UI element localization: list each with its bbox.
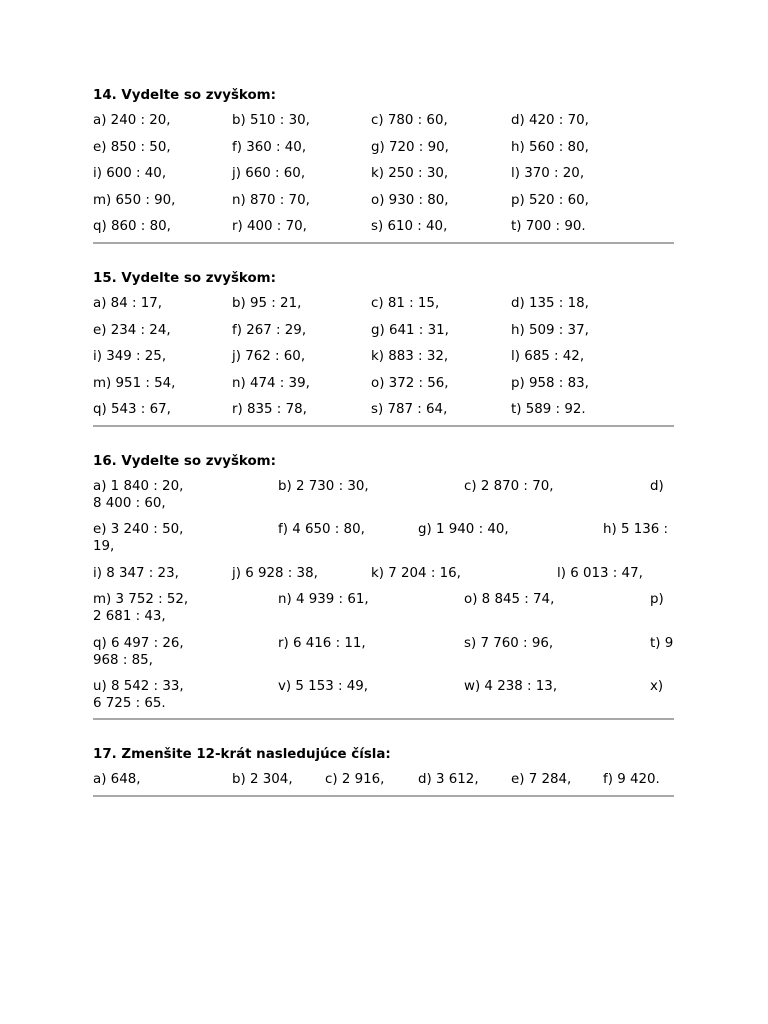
task-item: a) 240 : 20, <box>93 113 171 128</box>
task-item: k) 7 204 : 16, <box>371 565 461 581</box>
task-item: u) 8 542 : 33, <box>93 679 184 695</box>
exercise-row <box>93 192 674 209</box>
task-item: w) 4 238 : 13, <box>464 679 558 695</box>
exercise-15 <box>93 269 674 427</box>
task-item: p) 958 : 83, <box>511 375 589 391</box>
task-item-continuation: 968 : 85, <box>93 652 153 668</box>
task-item: x) <box>650 679 664 695</box>
task-item: t) 700 : 90. <box>511 219 586 235</box>
task-item: t) 9 <box>650 635 674 651</box>
exercise-row <box>93 165 674 182</box>
task-item: g) 641 : 31, <box>371 322 449 338</box>
task-item: n) 870 : 70, <box>232 192 310 208</box>
task-item: j) 660 : 60, <box>232 166 306 182</box>
exercise-14 <box>93 86 674 244</box>
task-item: s) 610 : 40, <box>371 219 448 235</box>
task-item: j) 762 : 60, <box>232 349 306 365</box>
task-item: q) 6 497 : 26, <box>93 635 184 651</box>
exercise-row <box>93 375 674 392</box>
task-item: i) 349 : 25, <box>93 349 167 365</box>
task-item: g) 1 940 : 40, <box>418 522 509 538</box>
task-item: m) 650 : 90, <box>93 192 176 208</box>
task-item: l) 370 : 20, <box>511 166 585 182</box>
task-item: m) 3 752 : 52, <box>93 592 189 608</box>
section-divider <box>93 795 674 797</box>
task-item: e) 3 240 : 50, <box>93 522 184 538</box>
exercise-15-title: 15. Vydelte so zvyškom: <box>93 270 276 286</box>
task-item: j) 6 928 : 38, <box>232 565 318 581</box>
task-item: a) 84 : 17, <box>93 295 163 311</box>
task-item: d) 420 : 70, <box>511 113 589 128</box>
exercise-16 <box>93 452 674 721</box>
task-item: c) 780 : 60, <box>371 113 448 128</box>
exercise-14-title: 14. Vydelte so zvyškom: <box>93 88 276 103</box>
task-item: b) 510 : 30, <box>232 113 310 128</box>
task-item: e) 234 : 24, <box>93 322 171 338</box>
task-item: c) 81 : 15, <box>371 295 440 311</box>
task-item: k) 883 : 32, <box>371 349 449 365</box>
task-item: q) 860 : 80, <box>93 219 171 235</box>
task-item: h) 509 : 37, <box>511 322 589 338</box>
exercise-row <box>93 112 674 129</box>
task-item: s) 7 760 : 96, <box>464 635 554 651</box>
task-item: v) 5 153 : 49, <box>278 679 369 695</box>
exercise-row <box>93 678 674 712</box>
task-item: b) 2 730 : 30, <box>278 478 369 494</box>
exercise-16-title: 16. Vydelte so zvyškom: <box>93 453 276 469</box>
task-item: m) 951 : 54, <box>93 375 176 391</box>
task-item: a) 1 840 : 20, <box>93 478 184 494</box>
task-item: g) 720 : 90, <box>371 139 449 155</box>
task-item: d) 3 612, <box>418 772 479 788</box>
exercise-17-title: 17. Zmenšite 12-krát nasledujúce čísla: <box>93 747 391 763</box>
task-item: d) 135 : 18, <box>511 295 589 311</box>
worksheet <box>93 86 674 797</box>
task-item: c) 2 870 : 70, <box>464 478 554 494</box>
exercise-row <box>93 139 674 156</box>
task-item-continuation: 2 681 : 43, <box>93 609 166 625</box>
task-item: i) 600 : 40, <box>93 166 167 182</box>
task-item: e) 850 : 50, <box>93 139 171 155</box>
exercise-17 <box>93 745 674 797</box>
task-item-continuation: 19, <box>93 539 115 555</box>
task-item: p) 520 : 60, <box>511 192 589 208</box>
exercise-row <box>93 401 674 418</box>
task-item: f) 267 : 29, <box>232 322 307 338</box>
exercise-row <box>93 322 674 339</box>
task-item: i) 8 347 : 23, <box>93 565 179 581</box>
task-item: r) 6 416 : 11, <box>278 635 366 651</box>
task-item: a) 648, <box>93 772 141 788</box>
task-item: r) 400 : 70, <box>232 219 307 235</box>
exercise-row <box>93 591 674 625</box>
exercise-row <box>93 521 674 555</box>
task-item: p) <box>650 592 664 608</box>
task-item: f) 360 : 40, <box>232 139 307 155</box>
task-item: k) 250 : 30, <box>371 166 449 182</box>
task-item: o) 930 : 80, <box>371 192 449 208</box>
task-item: f) 4 650 : 80, <box>278 522 365 538</box>
task-item: n) 4 939 : 61, <box>278 592 369 608</box>
task-item: d) <box>650 478 664 494</box>
task-item: l) 685 : 42, <box>511 349 585 365</box>
exercise-row <box>93 771 674 788</box>
exercise-row <box>93 635 674 669</box>
spacer <box>93 427 674 452</box>
exercise-row <box>93 348 674 365</box>
task-item: s) 787 : 64, <box>371 402 448 418</box>
task-item: r) 835 : 78, <box>232 402 307 418</box>
task-item: t) 589 : 92. <box>511 402 586 418</box>
task-item: f) 9 420. <box>603 772 660 788</box>
task-item: b) 2 304, <box>232 772 293 788</box>
spacer <box>93 244 674 269</box>
task-item: n) 474 : 39, <box>232 375 310 391</box>
exercise-row <box>93 218 674 235</box>
task-item: b) 95 : 21, <box>232 295 302 311</box>
exercise-row <box>93 295 674 312</box>
task-item: e) 7 284, <box>511 772 572 788</box>
task-item: o) 8 845 : 74, <box>464 592 555 608</box>
task-item: q) 543 : 67, <box>93 402 171 418</box>
spacer <box>93 720 674 745</box>
task-item-continuation: 6 725 : 65. <box>93 696 166 712</box>
task-item: h) 560 : 80, <box>511 139 589 155</box>
task-item: o) 372 : 56, <box>371 375 449 391</box>
task-item: h) 5 136 : <box>603 522 669 538</box>
exercise-row <box>93 565 674 582</box>
task-item: c) 2 916, <box>325 772 385 788</box>
exercise-row <box>93 478 674 512</box>
task-item: l) 6 013 : 47, <box>557 565 643 581</box>
task-item-continuation: 8 400 : 60, <box>93 495 166 511</box>
